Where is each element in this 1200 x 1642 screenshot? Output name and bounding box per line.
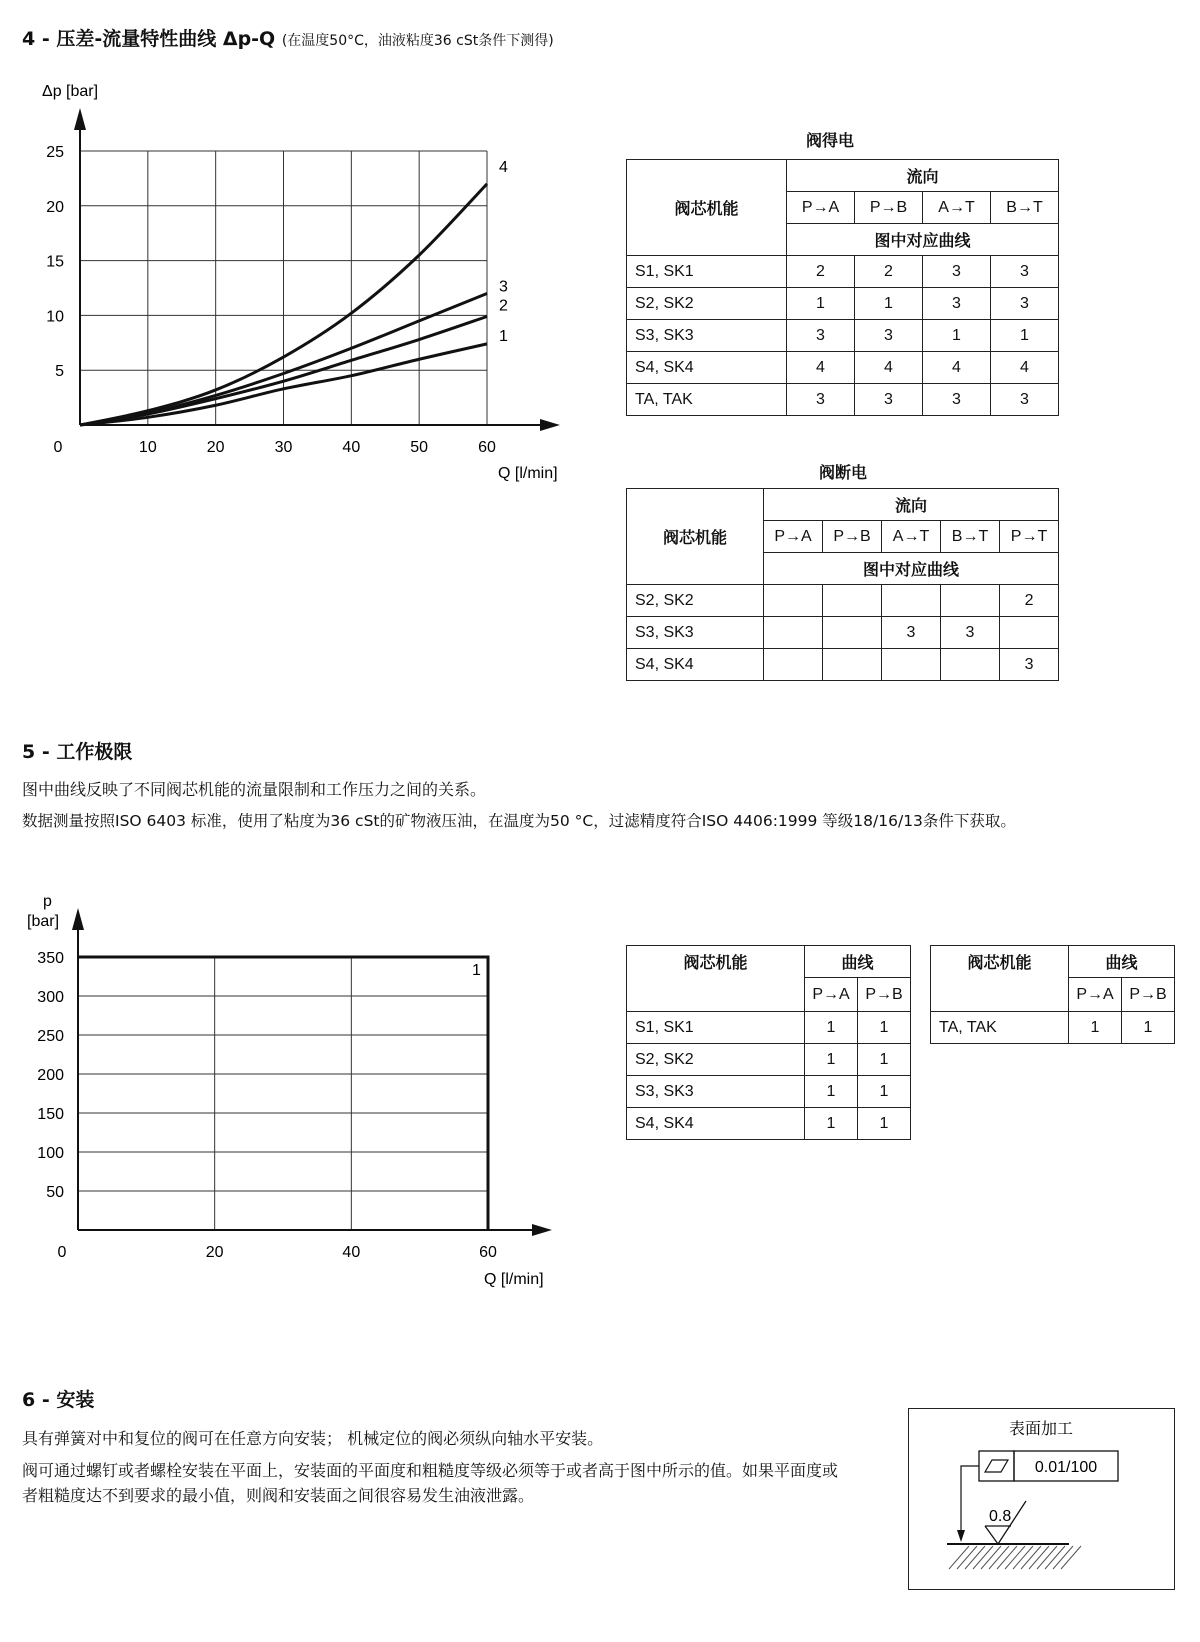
direction-header: P→A <box>805 978 858 1012</box>
section-6-number: 6 - <box>22 1389 50 1411</box>
hatch-line <box>949 1546 969 1569</box>
curve-header: 图中对应曲线 <box>787 224 1059 256</box>
x-tick-label: 40 <box>342 439 361 456</box>
hatch-line <box>973 1546 993 1569</box>
curve-cell: 3 <box>787 320 855 352</box>
x-tick-label: 50 <box>410 439 429 456</box>
direction-header: P→B <box>855 192 923 224</box>
curve-cell: 3 <box>991 288 1059 320</box>
pressure-drop-chart <box>0 70 580 510</box>
y-tick-label: 5 <box>55 363 64 381</box>
curve-cell <box>941 585 1000 617</box>
hatch-line <box>1061 1546 1081 1569</box>
direction-header: B→T <box>991 192 1059 224</box>
section-5-number: 5 - <box>22 741 50 763</box>
curve-label-1: 1 <box>499 327 508 345</box>
curve-cell: 2 <box>1000 585 1059 617</box>
spool-function-cell: S1, SK1 <box>627 256 787 288</box>
curve-cell: 1 <box>805 1044 858 1076</box>
section-5-paragraph-1: 图中曲线反映了不同阀芯机能的流量限制和工作压力之间的关系。 <box>22 780 487 799</box>
hatch-line <box>989 1546 1009 1569</box>
section-4-number: 4 - <box>22 28 50 50</box>
spool-function-cell: TA, TAK <box>931 1012 1069 1044</box>
direction-header: A→T <box>882 521 941 553</box>
chart-grid <box>80 151 487 425</box>
curve-cell: 1 <box>805 1012 858 1044</box>
y-tick-label: 20 <box>46 198 64 216</box>
y-tick-label: 50 <box>46 1184 64 1201</box>
table-row <box>627 649 1059 681</box>
leader-arrow <box>957 1530 965 1542</box>
section-5-heading <box>22 737 132 764</box>
x-axis-label: Q [l/min] <box>498 465 558 482</box>
y-axis-arrow <box>72 908 84 930</box>
curve-header: 曲线 <box>1069 946 1175 978</box>
curve-cell: 3 <box>787 384 855 416</box>
curve-cell <box>823 649 882 681</box>
chart-tick-labels <box>37 950 497 1261</box>
spool-function-cell: S1, SK1 <box>627 1012 805 1044</box>
curve-cell: 1 <box>858 1012 911 1044</box>
table-row <box>627 320 1059 352</box>
chart-series <box>78 957 488 1230</box>
section-6-title: 安装 <box>56 1389 95 1411</box>
x-tick-label: 20 <box>206 439 225 456</box>
spool-function-cell: S4, SK4 <box>627 352 787 384</box>
curve-cell <box>1000 617 1059 649</box>
table-limits-a <box>626 945 911 1140</box>
curve-cell: 3 <box>991 384 1059 416</box>
y-tick-label: 250 <box>37 1028 64 1045</box>
y-tick-label: 25 <box>46 144 64 161</box>
curve-cell: 3 <box>923 256 991 288</box>
curve-cell: 3 <box>941 617 1000 649</box>
hatch-line <box>981 1546 1001 1569</box>
chart-series <box>80 159 508 425</box>
direction-header: P→B <box>1122 978 1175 1012</box>
curve-cell: 1 <box>805 1076 858 1108</box>
x-tick-label: 60 <box>479 1244 497 1261</box>
hatch-line <box>965 1546 985 1569</box>
flatness-symbol-cell <box>979 1451 1014 1481</box>
curve-cell: 1 <box>855 288 923 320</box>
spool-function-cell: S3, SK3 <box>627 617 764 649</box>
curve-cell: 1 <box>991 320 1059 352</box>
surface-hatch <box>949 1546 1081 1569</box>
flow-header: 流向 <box>787 160 1059 192</box>
x-axis-arrow <box>532 1224 552 1236</box>
curve-cell: 3 <box>923 288 991 320</box>
table-energized-caption: 阀得电 <box>805 131 854 150</box>
table-row <box>627 288 1059 320</box>
chart-grid <box>78 957 488 1230</box>
curve-label-1: 1 <box>472 962 481 979</box>
spool-function-cell: TA, TAK <box>627 384 787 416</box>
surface-finish-symbol <box>909 1409 1174 1589</box>
table-row <box>931 1012 1175 1044</box>
curve-cell: 1 <box>1122 1012 1175 1044</box>
flatness-value: 0.01/100 <box>1034 1459 1098 1476</box>
func-header: 阀芯机能 <box>627 489 764 585</box>
curve-label-4: 4 <box>499 158 508 176</box>
curve-cell <box>882 649 941 681</box>
table-row <box>627 1108 911 1140</box>
y-axis-arrow <box>74 108 86 130</box>
x-tick-label: 0 <box>53 439 63 456</box>
curve-cell: 1 <box>858 1076 911 1108</box>
curve-cell: 4 <box>991 352 1059 384</box>
hatch-line <box>1029 1546 1049 1569</box>
curve-cell: 1 <box>787 288 855 320</box>
direction-header: A→T <box>923 192 991 224</box>
y-tick-label: 10 <box>46 308 64 326</box>
hatch-line <box>1037 1546 1057 1569</box>
curve-cell <box>823 585 882 617</box>
func-header: 阀芯机能 <box>931 946 1069 1012</box>
x-tick-label: 20 <box>205 1244 224 1261</box>
curve-cell: 1 <box>858 1044 911 1076</box>
direction-header: P→B <box>823 521 882 553</box>
curve-header: 曲线 <box>805 946 911 978</box>
curve-cell <box>764 585 823 617</box>
x-axis-arrow <box>540 419 560 431</box>
table-energized <box>626 159 1059 416</box>
curve-cell <box>764 649 823 681</box>
spool-function-cell: S2, SK2 <box>627 585 764 617</box>
curve-cell <box>941 649 1000 681</box>
roughness-value: 0.8 <box>989 1508 1012 1525</box>
hatch-line <box>1005 1546 1025 1569</box>
table-deenergized <box>626 488 1059 681</box>
curve-header: 图中对应曲线 <box>764 553 1059 585</box>
curve-cell: 2 <box>855 256 923 288</box>
spool-function-cell: S3, SK3 <box>627 1076 805 1108</box>
table-limits-b <box>930 945 1175 1044</box>
limit-curve-1 <box>78 957 488 1230</box>
leader-line <box>961 1466 979 1534</box>
direction-header: P→B <box>858 978 911 1012</box>
spool-function-cell: S4, SK4 <box>627 1108 805 1140</box>
curve-cell: 3 <box>855 384 923 416</box>
hatch-line <box>1021 1546 1041 1569</box>
hatch-line <box>1013 1546 1033 1569</box>
x-axis-label: Q [l/min] <box>484 1271 544 1288</box>
chart-tick-labels <box>46 144 496 456</box>
x-tick-label: 60 <box>478 439 496 456</box>
curve-cell: 2 <box>787 256 855 288</box>
hatch-line <box>1045 1546 1065 1569</box>
table-row <box>627 1012 911 1044</box>
curve-cell <box>882 585 941 617</box>
func-header: 阀芯机能 <box>627 160 787 256</box>
y-tick-label: 15 <box>46 253 64 271</box>
surface-finish-box <box>908 1408 1175 1590</box>
direction-header: B→T <box>941 521 1000 553</box>
direction-header: P→T <box>1000 521 1059 553</box>
y-tick-label: 300 <box>37 989 64 1006</box>
table-row <box>627 617 1059 649</box>
y-axis-label: Δp [bar] <box>42 83 99 100</box>
func-header: 阀芯机能 <box>627 946 805 1012</box>
section-4-note: (在温度50°C，油液粘度36 cSt条件下测得) <box>281 33 554 49</box>
section-4-title: 压差-流量特性曲线 Δp-Q <box>56 28 276 50</box>
curve-cell: 1 <box>858 1108 911 1140</box>
y-tick-label: 100 <box>37 1145 64 1162</box>
curve-cell: 3 <box>1000 649 1059 681</box>
curve-cell: 1 <box>805 1108 858 1140</box>
table-row <box>627 256 1059 288</box>
table-row <box>627 585 1059 617</box>
curve-cell <box>823 617 882 649</box>
spool-function-cell: S2, SK2 <box>627 288 787 320</box>
direction-header: P→A <box>764 521 823 553</box>
curve-cell: 3 <box>882 617 941 649</box>
direction-header: P→A <box>787 192 855 224</box>
table-deenergized-caption: 阀断电 <box>818 463 867 482</box>
section-6-paragraph-2: 阀可通过螺钉或者螺栓安装在平面上，安装面的平面度和粗糙度等级必须等于或者高于图中所示的值。如果平面度或者粗糙度达不到要求的最小值，则阀和安装面之间很容易发生油液泄露。 <box>22 1461 839 1505</box>
section-5-paragraph-2: 数据测量按照ISO 6403 标准，使用了粘度为36 cSt的矿物液压油，在温度为50 °C，过滤精度符合ISO 4406:1999 等级18/16/13条件下获取。 <box>22 812 1016 830</box>
curve-cell: 3 <box>991 256 1059 288</box>
curve-cell: 1 <box>923 320 991 352</box>
curve-cell: 4 <box>787 352 855 384</box>
spool-function-cell: S4, SK4 <box>627 649 764 681</box>
surface-finish-title: 表面加工 <box>1008 1421 1074 1438</box>
section-6-heading <box>22 1385 94 1412</box>
x-tick-label: 30 <box>274 439 293 456</box>
x-tick-label: 40 <box>342 1244 361 1261</box>
y-tick-label: 350 <box>37 950 64 967</box>
spool-function-cell: S3, SK3 <box>627 320 787 352</box>
table-row <box>627 1044 911 1076</box>
table-row <box>627 1076 911 1108</box>
direction-header: P→A <box>1069 978 1122 1012</box>
x-tick-label: 0 <box>57 1244 67 1261</box>
y-tick-label: 200 <box>37 1067 64 1084</box>
curve-label-2: 2 <box>499 297 508 315</box>
section-5-title: 工作极限 <box>56 741 133 763</box>
table-row <box>627 352 1059 384</box>
x-tick-label: 10 <box>138 439 157 456</box>
section-6-paragraph-1: 具有弹簧对中和复位的阀可在任意方向安装； 机械定位的阀必须纵向轴水平安装。 <box>22 1429 604 1448</box>
hatch-line <box>957 1546 977 1569</box>
hatch-line <box>997 1546 1017 1569</box>
hatch-line <box>1053 1546 1073 1569</box>
curve-cell: 1 <box>1069 1012 1122 1044</box>
spool-function-cell: S2, SK2 <box>627 1044 805 1076</box>
curve-label-3: 3 <box>499 278 508 296</box>
flatness-icon <box>985 1460 1008 1472</box>
y-tick-label: 150 <box>37 1106 64 1123</box>
y-axis-label-symbol: p <box>43 893 52 910</box>
curve-cell: 4 <box>923 352 991 384</box>
curve-cell: 3 <box>923 384 991 416</box>
section-4-heading <box>22 24 554 51</box>
curve-cell <box>764 617 823 649</box>
curve-cell: 4 <box>855 352 923 384</box>
table-row <box>627 384 1059 416</box>
y-axis-label-unit: [bar] <box>27 913 60 930</box>
flow-header: 流向 <box>764 489 1059 521</box>
operating-limits-chart <box>0 885 580 1290</box>
curve-cell: 3 <box>855 320 923 352</box>
